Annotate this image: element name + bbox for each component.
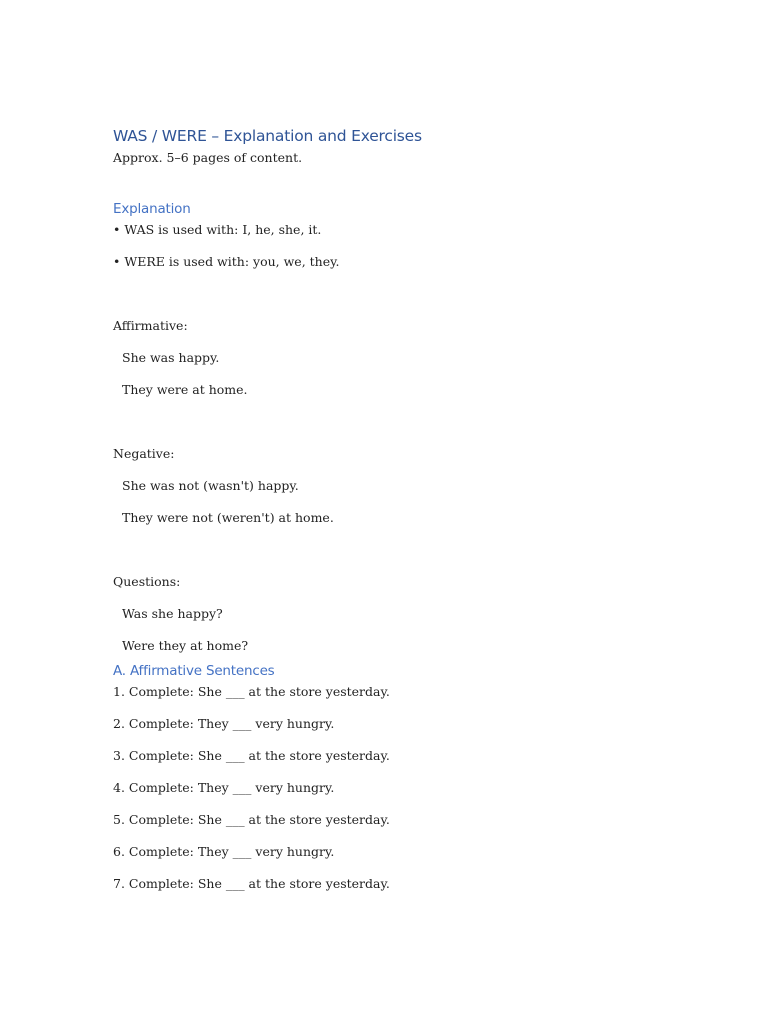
affirmative-example: She was happy. xyxy=(122,350,220,365)
questions-label: Questions: xyxy=(113,574,181,589)
exercise-item: 1. Complete: She ___ at the store yesterday. xyxy=(113,684,390,699)
explanation-heading: Explanation xyxy=(113,201,191,217)
spacer xyxy=(113,168,673,198)
document-title: WAS / WERE – Explanation and Exercises xyxy=(113,127,422,145)
document-page xyxy=(113,124,673,906)
exercise-item: 5. Complete: She ___ at the store yesterday. xyxy=(113,812,390,827)
affirmative-example: They were at home. xyxy=(122,382,248,397)
document-subtitle: Approx. 5–6 pages of content. xyxy=(113,150,303,165)
negative-label: Negative: xyxy=(113,446,175,461)
spacer xyxy=(113,412,673,444)
affirmative-label: Affirmative: xyxy=(113,318,188,333)
negative-example: They were not (weren't) at home. xyxy=(122,510,334,525)
negative-example: She was not (wasn't) happy. xyxy=(122,478,299,493)
exercise-item: 2. Complete: They ___ very hungry. xyxy=(113,716,335,731)
bullet-was: • WAS is used with: I, he, she, it. xyxy=(113,222,322,237)
question-example: Was she happy? xyxy=(122,606,223,621)
exercise-item: 6. Complete: They ___ very hungry. xyxy=(113,844,335,859)
spacer xyxy=(113,540,673,572)
question-example: Were they at home? xyxy=(122,638,249,653)
section-a-heading: A. Affirmative Sentences xyxy=(113,663,275,679)
exercise-item: 3. Complete: She ___ at the store yesterday. xyxy=(113,748,390,763)
spacer xyxy=(113,284,673,316)
exercise-item: 7. Complete: She ___ at the store yesterday. xyxy=(113,876,390,891)
bullet-were: • WERE is used with: you, we, they. xyxy=(113,254,340,269)
exercise-item: 4. Complete: They ___ very hungry. xyxy=(113,780,335,795)
